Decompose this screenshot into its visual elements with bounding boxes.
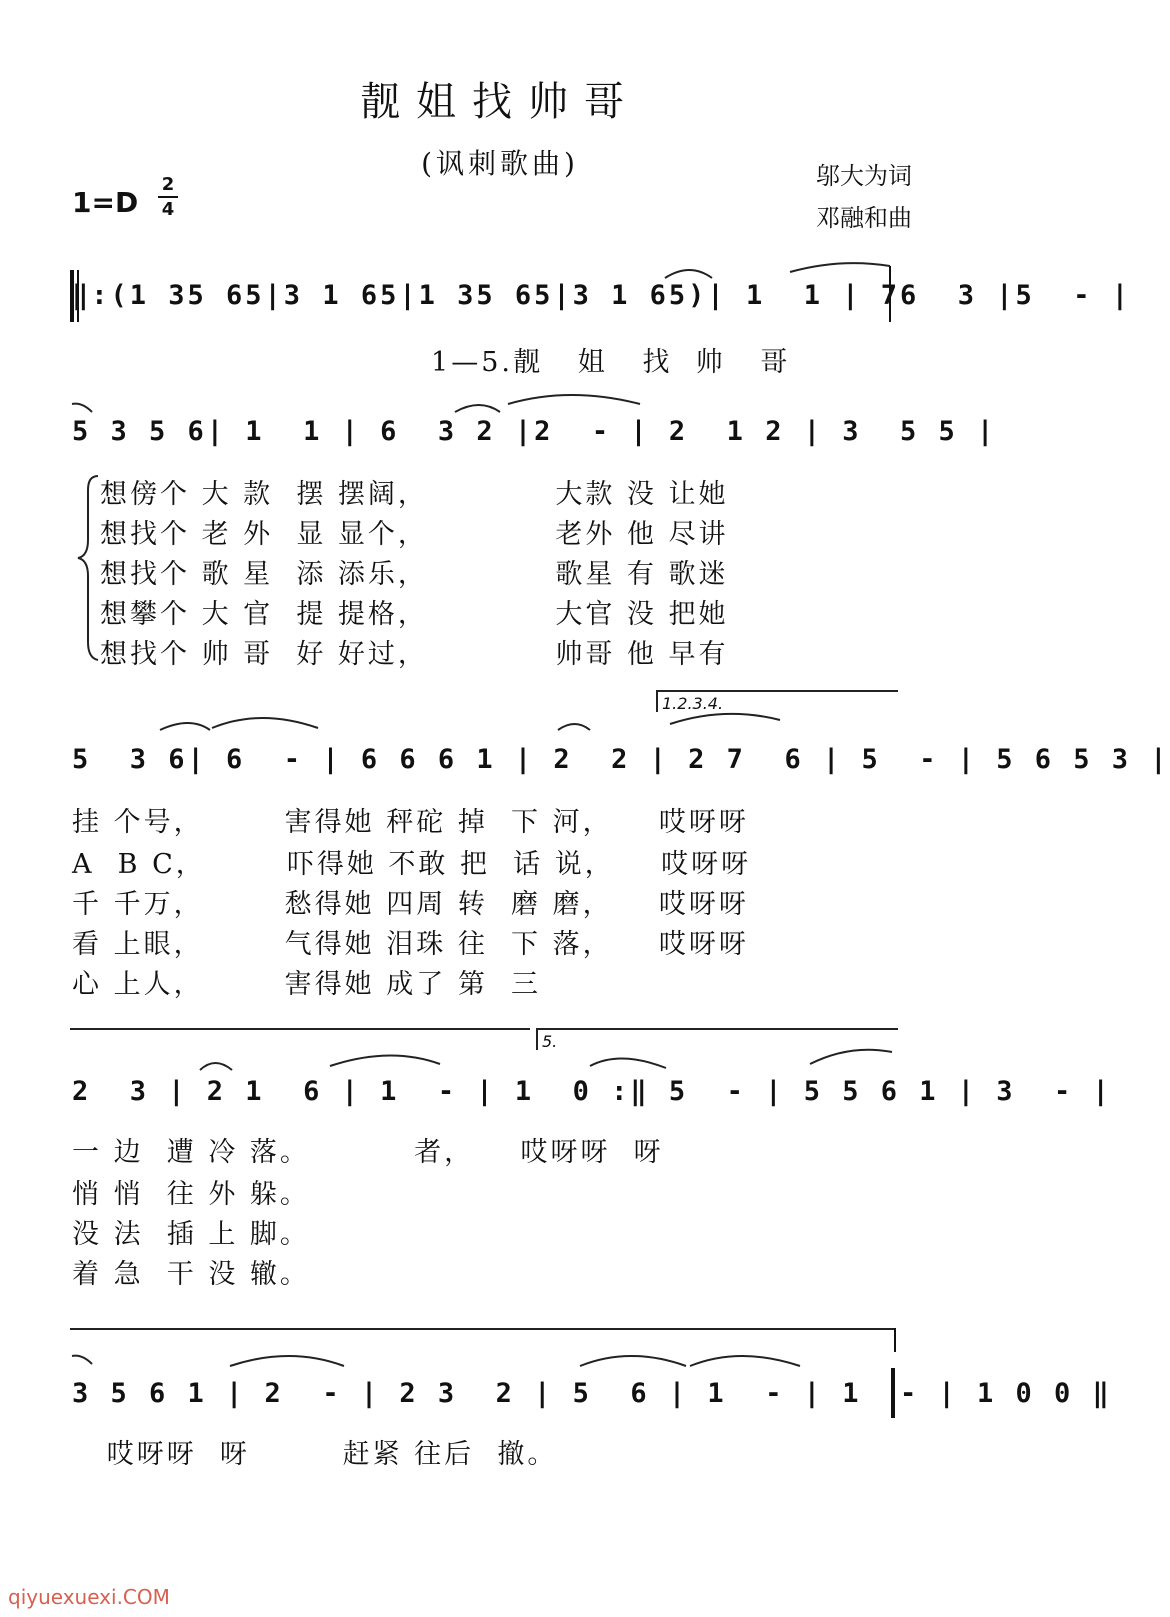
- page-subtitle: (讽刺歌曲): [421, 147, 579, 180]
- score-row-2-notes: 5 3 5 6| 1 1 | 6 3 2 |2 - | 2 1 2 | 3 5 5 |: [72, 416, 997, 447]
- watermark: qiyuexuexi.COM: [8, 1585, 170, 1609]
- slur-mark: [508, 395, 640, 404]
- score-row-1-lyric: 1—5.靓 姐 找 帅 哥: [72, 347, 791, 378]
- slur-mark: [455, 405, 500, 412]
- score-row-3-lyric-1: 挂 个号， 害得她 秤砣 掉 下 河， 哎呀呀: [72, 807, 749, 838]
- score-row-2-lyric-4: 想攀个 大 官 提 提格， 大官 没 把她: [100, 599, 729, 630]
- score-row-2-lyric-2: 想找个 老 外 显 显个， 老外 他 尽讲: [100, 519, 729, 550]
- score-row-2-lyric-3: 想找个 歌 星 添 添乐， 歌星 有 歌迷: [100, 559, 729, 590]
- slur-mark: [580, 1356, 686, 1366]
- score-row-4-lyric-2: 悄 悄 往 外 躲。: [72, 1179, 310, 1210]
- verse-brace: [78, 476, 98, 660]
- score-row-5-lyric: 哎呀呀 呀 赶紧 往后 撤。: [72, 1439, 558, 1470]
- slur-mark: [72, 404, 92, 412]
- slur-mark: [665, 270, 712, 278]
- slur-mark: [72, 1356, 92, 1364]
- key-signature: 1=D: [72, 186, 139, 219]
- slur-mark: [230, 1356, 344, 1366]
- score-row-4-lyric-3: 没 法 插 上 脚。: [72, 1219, 310, 1250]
- score-row-3-notes: 5 3 6| 6 - | 6 6 6 1 | 2 2 | 2 7 6 | 5 - | 5 6 5 3 |: [72, 744, 1170, 775]
- slur-mark: [670, 714, 780, 724]
- score-row-3-lyric-5: 心 上人， 害得她 成了 第 三: [72, 969, 541, 1000]
- score-row-4-lyric-4: 着 急 干 没 辙。: [72, 1259, 310, 1290]
- slur-mark: [330, 1055, 440, 1066]
- slur-mark: [810, 1050, 892, 1064]
- time-signature-top: 2: [161, 174, 175, 195]
- time-signature-bottom: 4: [161, 199, 175, 220]
- score-row-3-lyric-3: 千 千万， 愁得她 四周 转 磨 磨， 哎呀呀: [72, 889, 749, 920]
- lyricist-credit: 邬大为词: [816, 162, 912, 190]
- score-row-4-lyric-1: 一 边 遭 冷 落。 者， 哎呀呀 呀: [72, 1137, 664, 1168]
- volta-label-1: 1.2.3.4.: [662, 694, 724, 713]
- slur-mark: [558, 724, 590, 730]
- slur-mark: [590, 1058, 666, 1068]
- score-row-4-notes: 2 3 | 2 1 6 | 1 - | 1 0 :‖ 5 - | 5 5 6 1 | 3 - |: [72, 1076, 1112, 1107]
- score-row-2-lyric-1: 想傍个 大 款 摆 摆阔， 大款 没 让她: [100, 479, 729, 510]
- page-title: 靓姐找帅哥: [360, 79, 640, 125]
- score-row-3-lyric-4: 看 上眼， 气得她 泪珠 往 下 落， 哎呀呀: [72, 929, 749, 960]
- slur-mark: [790, 263, 890, 272]
- slur-mark: [160, 723, 210, 730]
- slur-mark: [212, 718, 318, 728]
- slur-mark: [690, 1356, 800, 1366]
- slur-mark: [200, 1063, 232, 1070]
- score-row-1-notes: ‖:(1 35 65|3 1 65|1 35 65|3 1 65)| 1 1 | 76 3 |5 - |: [72, 280, 1132, 311]
- score-row-2-lyric-5: 想找个 帅 哥 好 好过， 帅哥 他 早有: [100, 639, 729, 670]
- score-row-5-notes: 3 5 6 1 | 2 - | 2 3 2 | 5 6 | 1 - | 1 - | 1 0 0 ‖: [72, 1378, 1112, 1409]
- composer-credit: 邓融和曲: [816, 204, 912, 232]
- score-row-3-lyric-2: A B C， 吓得她 不敢 把 话 说， 哎呀呀: [72, 849, 752, 880]
- volta-label-2: 5.: [542, 1032, 558, 1051]
